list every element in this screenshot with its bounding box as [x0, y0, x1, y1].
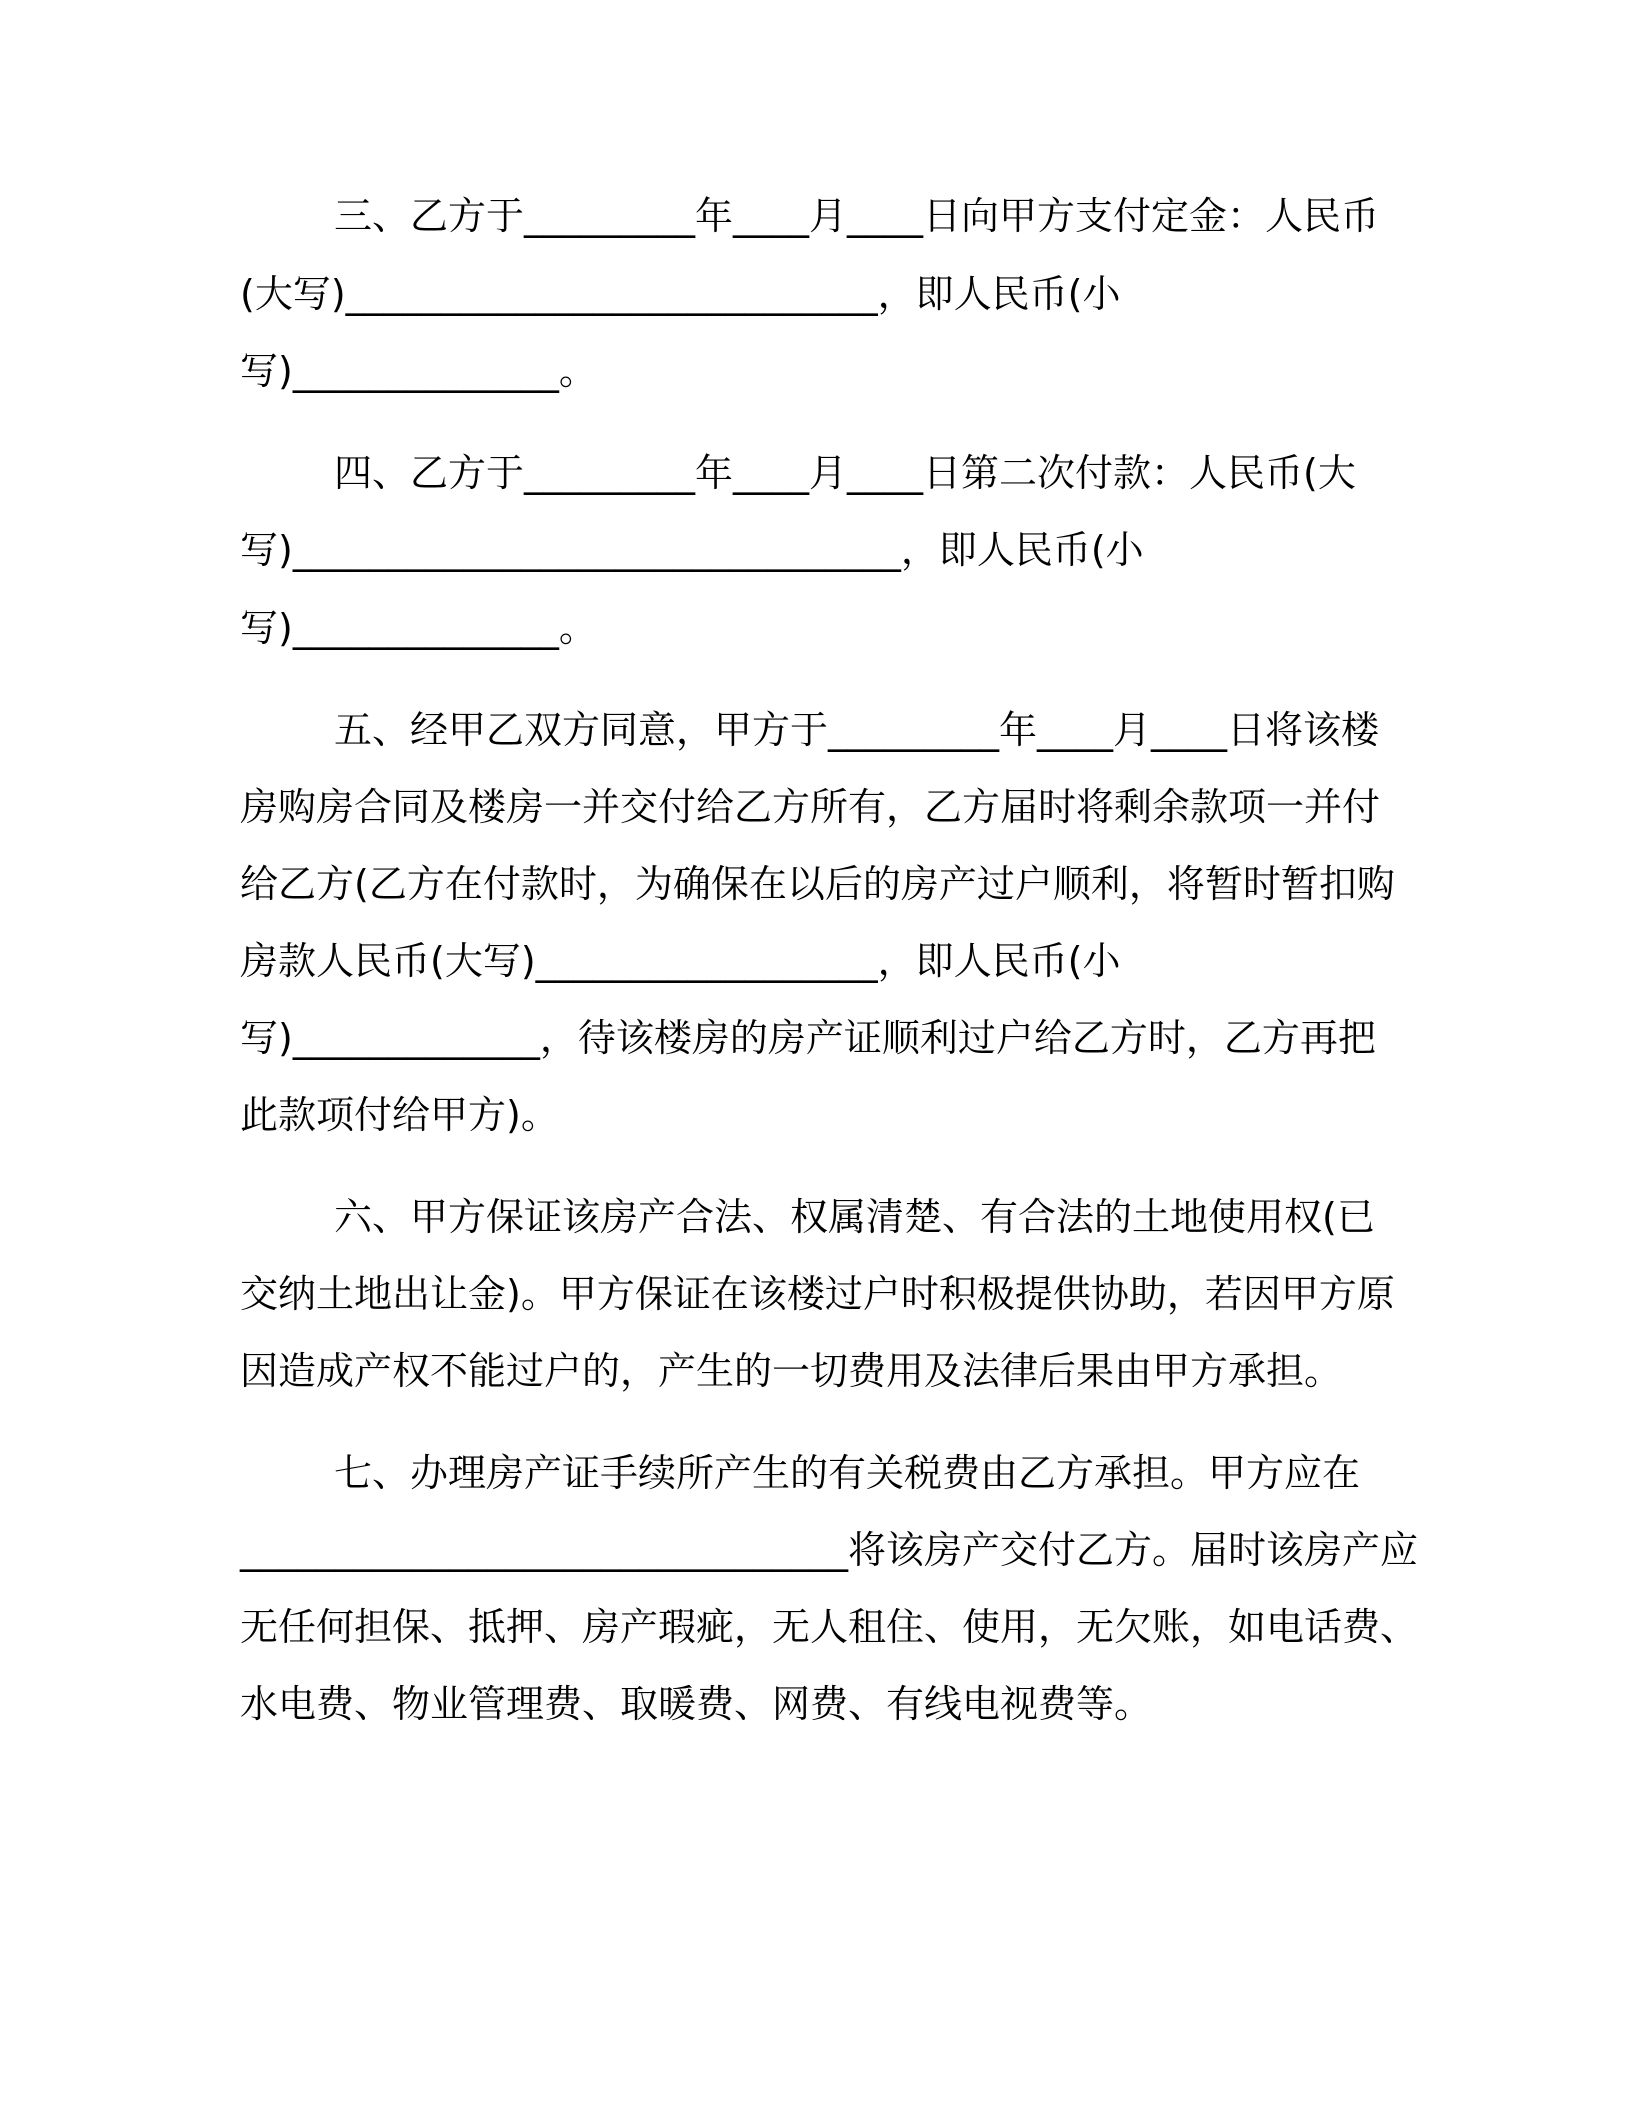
clause-5-line-4: 房款人民币(大写)__________________，即人民币(小 — [240, 939, 1121, 983]
clause-5-line-1: 五、经甲乙双方同意，甲方于_________年____月____日将该楼 — [334, 708, 1380, 752]
clause-7-line-3: 无任何担保、抵押、房产瑕疵，无人租住、使用，无欠账，如电话费、 — [240, 1605, 1419, 1649]
clause-3-line-3: 写)______________。 — [240, 349, 597, 393]
clause-5-line-3: 给乙方(乙方在付款时，为确保在以后的房产过户顺利，将暂时暂扣购 — [240, 862, 1395, 906]
clause-3-line-1: 三、乙方于_________年____月____日向甲方支付定金：人民币 — [334, 194, 1380, 238]
clause-4-line-1: 四、乙方于_________年____月____日第二次付款：人民币(大 — [334, 451, 1356, 495]
clause-6-line-1: 六、甲方保证该房产合法、权属清楚、有合法的土地使用权(已 — [334, 1195, 1375, 1239]
clause-5-line-5: 写)_____________，待该楼房的房产证顺利过户给乙方时，乙方再把 — [240, 1016, 1376, 1060]
clause-5-line-2: 房购房合同及楼房一并交付给乙方所有，乙方届时将剩余款项一并付 — [240, 785, 1381, 829]
clause-4-line-3: 写)______________。 — [240, 606, 597, 650]
clause-5-line-6: 此款项付给甲方)。 — [240, 1093, 559, 1137]
clause-3-line-2: (大写)____________________________，即人民币(小 — [240, 272, 1121, 316]
clause-4-line-2: 写)________________________________，即人民币(小 — [240, 528, 1144, 572]
clause-7-line-4: 水电费、物业管理费、取暖费、网费、有线电视费等。 — [240, 1682, 1153, 1726]
clause-7-line-1: 七、办理房产证手续所产生的有关税费由乙方承担。甲方应在 — [334, 1451, 1361, 1495]
clause-6-line-2: 交纳土地出让金)。甲方保证在该楼过户时积极提供协助，若因甲方原 — [240, 1272, 1395, 1316]
clause-6-line-3: 因造成产权不能过户的，产生的一切费用及法律后果由甲方承担。 — [240, 1349, 1343, 1393]
clause-7-line-2: ________________________________将该房产交付乙方。届时该房产应 — [240, 1528, 1419, 1572]
